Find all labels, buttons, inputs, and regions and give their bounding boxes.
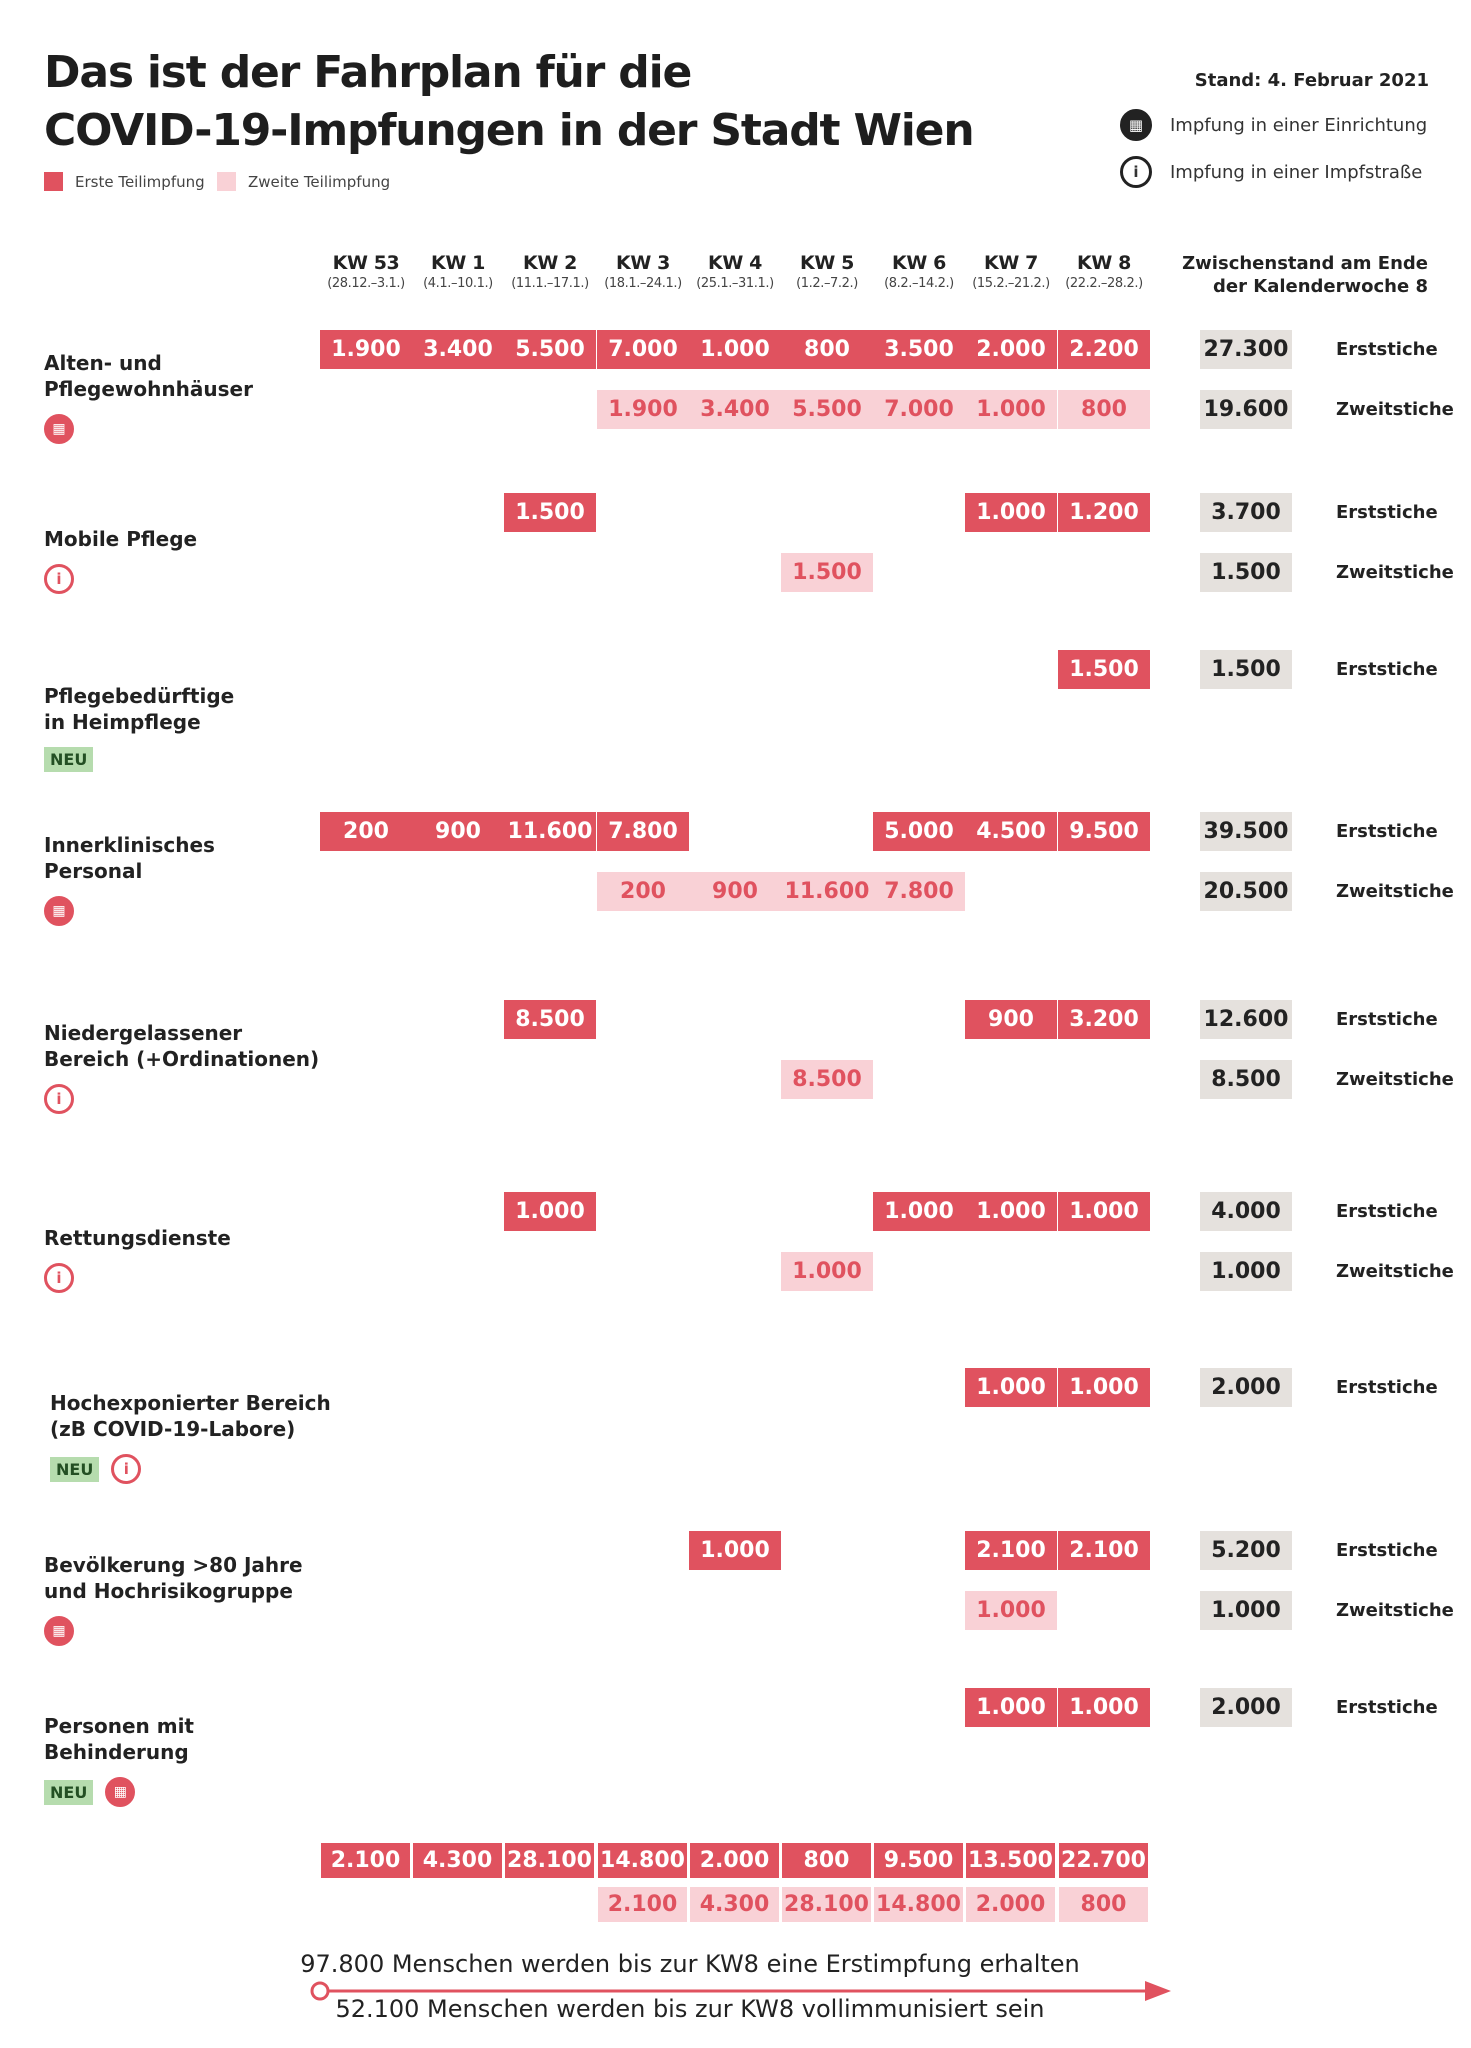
group-badges — [44, 1263, 74, 1293]
group-badges — [44, 1777, 135, 1807]
total-header-line-2: der Kalenderwoche 8 — [1213, 276, 1428, 297]
weekly-total-second: 800 — [1059, 1887, 1148, 1922]
first-dose-cell: 900 — [412, 812, 504, 851]
group-label-line: Alten- und — [44, 351, 162, 375]
second-dose-cell: 8.500 — [781, 1060, 873, 1099]
group-total: 2.000 — [1200, 1688, 1292, 1727]
legend-first-dose — [44, 172, 205, 191]
group-label-line: Bevölkerung >80 Jahre — [44, 1553, 303, 1577]
week-header — [504, 252, 596, 291]
building-icon: ▦ — [105, 1777, 135, 1807]
first-dose-cell: 1.000 — [504, 1192, 596, 1231]
group-badges — [44, 414, 74, 444]
legend-first-label: Erste Teilimpfung — [75, 172, 205, 191]
weekly-total-second: 28.100 — [782, 1887, 871, 1922]
first-dose-cell: 800 — [781, 330, 873, 369]
week-label: KW 7 — [984, 252, 1038, 274]
week-dates: (15.2.–21.2.) — [972, 276, 1050, 291]
group-label — [50, 1390, 331, 1442]
group-badges — [44, 1616, 74, 1646]
first-dose-cell: 1.200 — [1058, 493, 1150, 532]
group-label-line: Niedergelassener — [44, 1021, 243, 1045]
building-icon: ▦ — [44, 896, 74, 926]
group-total: 1.000 — [1200, 1252, 1292, 1291]
first-dose-cell: 1.000 — [689, 1531, 781, 1570]
week-label: KW 4 — [708, 252, 762, 274]
group-label — [44, 526, 197, 552]
first-dose-cell: 1.500 — [1058, 650, 1150, 689]
group-label-line: Pflegebedürftige — [44, 684, 235, 708]
first-dose-cell: 1.000 — [1058, 1192, 1150, 1231]
first-dose-cell: 3.400 — [412, 330, 504, 369]
group-badges — [50, 1454, 141, 1484]
info-icon: i — [1120, 156, 1152, 188]
page-title — [44, 44, 973, 160]
group-label-line: Bereich (+Ordinationen) — [44, 1047, 320, 1071]
first-dose-cell: 1.000 — [873, 1192, 965, 1231]
first-dose-cell: 3.500 — [873, 330, 965, 369]
week-dates: (25.1.–31.1.) — [696, 276, 774, 291]
first-dose-cell: 1.900 — [320, 330, 412, 369]
total-column-header — [1168, 252, 1428, 298]
weekly-total-first: 28.100 — [505, 1843, 594, 1878]
total-dose-label: Zweitstiche — [1336, 1069, 1454, 1090]
weekly-total-first: 2.000 — [690, 1843, 779, 1878]
timeline-arrow-head — [1145, 1981, 1171, 2001]
group-label — [44, 1020, 319, 1072]
group-badges — [44, 564, 74, 594]
group-badges — [44, 747, 93, 772]
week-header — [320, 252, 412, 291]
group-total: 19.600 — [1200, 390, 1292, 429]
second-dose-cell: 7.800 — [873, 872, 965, 911]
legend-second-dose — [217, 172, 390, 191]
week-label: KW 2 — [523, 252, 577, 274]
week-label: KW 3 — [616, 252, 670, 274]
second-dose-cell: 1.900 — [597, 390, 689, 429]
week-label: KW 6 — [892, 252, 946, 274]
group-label-line: Personen mit — [44, 1714, 194, 1738]
legend-info — [1120, 156, 1422, 188]
first-dose-cell: 9.500 — [1058, 812, 1150, 851]
first-dose-cell: 11.600 — [504, 812, 596, 851]
group-label-line: Behinderung — [44, 1740, 189, 1764]
group-label-line: (zB COVID-19-Labore) — [50, 1417, 296, 1441]
stand-date: Stand: 4. Februar 2021 — [1194, 70, 1429, 91]
weekly-total-first: 14.800 — [598, 1843, 687, 1878]
weekly-total-second: 2.100 — [598, 1887, 687, 1922]
total-dose-label: Erststiche — [1336, 1201, 1438, 1222]
group-label — [44, 350, 253, 402]
total-dose-label: Zweitstiche — [1336, 562, 1454, 583]
first-dose-cell: 5.500 — [504, 330, 596, 369]
weekly-total-second: 2.000 — [966, 1887, 1055, 1922]
first-dose-cell: 1.000 — [689, 330, 781, 369]
first-dose-cell: 900 — [965, 1000, 1057, 1039]
group-total: 1.500 — [1200, 553, 1292, 592]
group-label — [44, 683, 234, 735]
first-dose-cell: 1.000 — [965, 1688, 1057, 1727]
legend-first-swatch — [44, 172, 63, 191]
weekly-total-first: 13.500 — [966, 1843, 1055, 1878]
second-dose-cell: 200 — [597, 872, 689, 911]
legend-second-label: Zweite Teilimpfung — [248, 172, 391, 191]
footer-first-dose-summary: 97.800 Menschen werden bis zur KW8 eine Erstimpfung erhalten — [300, 1950, 1080, 1978]
building-icon: ▦ — [1120, 109, 1152, 141]
group-label-line: und Hochrisikogruppe — [44, 1579, 293, 1603]
first-dose-cell: 1.000 — [965, 493, 1057, 532]
group-total: 39.500 — [1200, 812, 1292, 851]
neu-badge: NEU — [44, 1780, 93, 1805]
second-dose-cell: 1.500 — [781, 553, 873, 592]
second-dose-cell: 900 — [689, 872, 781, 911]
weekly-total-first: 2.100 — [321, 1843, 410, 1878]
first-dose-cell: 2.000 — [965, 330, 1057, 369]
second-dose-cell: 1.000 — [965, 390, 1057, 429]
building-icon: ▦ — [44, 1616, 74, 1646]
second-dose-cell: 7.000 — [873, 390, 965, 429]
title-line-1: Das ist der Fahrplan für die — [44, 47, 692, 98]
group-label — [44, 1225, 231, 1251]
group-label-line: Hochexponierter Bereich — [50, 1391, 331, 1415]
legend-second-swatch — [217, 172, 236, 191]
week-label: KW 5 — [800, 252, 854, 274]
second-dose-cell: 5.500 — [781, 390, 873, 429]
group-label — [44, 1713, 194, 1765]
group-total: 2.000 — [1200, 1368, 1292, 1407]
week-header — [965, 252, 1057, 291]
legend-building — [1120, 109, 1427, 141]
info-icon: i — [44, 564, 74, 594]
group-label — [44, 1552, 303, 1604]
info-icon: i — [44, 1084, 74, 1114]
group-total: 5.200 — [1200, 1531, 1292, 1570]
week-header — [873, 252, 965, 291]
group-label-line: Rettungsdienste — [44, 1226, 231, 1250]
building-icon: ▦ — [44, 414, 74, 444]
group-label-line: Pflegewohnhäuser — [44, 377, 253, 401]
group-total: 27.300 — [1200, 330, 1292, 369]
group-label-line: in Heimpflege — [44, 710, 201, 734]
group-label — [44, 832, 215, 884]
group-total: 1.500 — [1200, 650, 1292, 689]
first-dose-cell: 2.100 — [1058, 1531, 1150, 1570]
total-dose-label: Erststiche — [1336, 1540, 1438, 1561]
week-label: KW 8 — [1077, 252, 1131, 274]
total-dose-label: Zweitstiche — [1336, 399, 1454, 420]
second-dose-cell: 800 — [1058, 390, 1150, 429]
second-dose-cell: 3.400 — [689, 390, 781, 429]
weekly-total-first: 4.300 — [413, 1843, 502, 1878]
title-line-2: COVID-19-Impfungen in der Stadt Wien — [44, 105, 974, 156]
weekly-total-first: 9.500 — [874, 1843, 963, 1878]
first-dose-cell: 1.000 — [965, 1192, 1057, 1231]
total-dose-label: Erststiche — [1336, 502, 1438, 523]
group-label-line: Mobile Pflege — [44, 527, 198, 551]
total-dose-label: Erststiche — [1336, 821, 1438, 842]
second-dose-cell: 1.000 — [965, 1591, 1057, 1630]
first-dose-cell: 7.000 — [597, 330, 689, 369]
first-dose-cell: 1.000 — [1058, 1368, 1150, 1407]
first-dose-cell: 8.500 — [504, 1000, 596, 1039]
group-label-line: Personal — [44, 859, 143, 883]
group-total: 1.000 — [1200, 1591, 1292, 1630]
week-dates: (4.1.–10.1.) — [423, 276, 493, 291]
week-label: KW 53 — [332, 252, 400, 274]
second-dose-cell: 11.600 — [781, 872, 873, 911]
group-total: 3.700 — [1200, 493, 1292, 532]
total-dose-label: Erststiche — [1336, 1377, 1438, 1398]
week-header — [1058, 252, 1150, 291]
first-dose-cell: 4.500 — [965, 812, 1057, 851]
second-dose-cell: 1.000 — [781, 1252, 873, 1291]
weekly-total-second: 4.300 — [690, 1887, 779, 1922]
week-dates: (22.2.–28.2.) — [1065, 276, 1143, 291]
first-dose-cell: 3.200 — [1058, 1000, 1150, 1039]
first-dose-cell: 1.000 — [965, 1368, 1057, 1407]
info-icon: i — [111, 1454, 141, 1484]
first-dose-cell: 200 — [320, 812, 412, 851]
weekly-total-second: 14.800 — [874, 1887, 963, 1922]
week-header — [689, 252, 781, 291]
neu-badge: NEU — [44, 747, 93, 772]
week-label: KW 1 — [431, 252, 485, 274]
week-dates: (11.1.–17.1.) — [511, 276, 589, 291]
total-dose-label: Zweitstiche — [1336, 1261, 1454, 1282]
info-icon: i — [44, 1263, 74, 1293]
group-total: 8.500 — [1200, 1060, 1292, 1099]
week-header — [597, 252, 689, 291]
first-dose-cell: 2.200 — [1058, 330, 1150, 369]
total-dose-label: Zweitstiche — [1336, 1600, 1454, 1621]
weekly-total-first: 800 — [782, 1843, 871, 1878]
group-total: 12.600 — [1200, 1000, 1292, 1039]
total-dose-label: Erststiche — [1336, 1009, 1438, 1030]
group-label-line: Innerklinisches — [44, 833, 215, 857]
first-dose-cell: 2.100 — [965, 1531, 1057, 1570]
total-dose-label: Zweitstiche — [1336, 881, 1454, 902]
group-badges — [44, 896, 74, 926]
week-dates: (1.2.–7.2.) — [796, 276, 858, 291]
first-dose-cell: 1.000 — [1058, 1688, 1150, 1727]
legend-info-text: Impfung in einer Impfstraße — [1170, 161, 1423, 183]
first-dose-cell: 5.000 — [873, 812, 965, 851]
total-header-line-1: Zwischenstand am Ende — [1182, 253, 1428, 274]
total-dose-label: Erststiche — [1336, 339, 1438, 360]
week-dates: (8.2.–14.2.) — [884, 276, 954, 291]
footer-full-immunization-summary: 52.100 Menschen werden bis zur KW8 vollimmunisiert sein — [335, 1995, 1045, 2023]
first-dose-cell: 7.800 — [597, 812, 689, 851]
group-total: 20.500 — [1200, 872, 1292, 911]
week-dates: (18.1.–24.1.) — [604, 276, 682, 291]
weekly-total-first: 22.700 — [1059, 1843, 1148, 1878]
total-dose-label: Erststiche — [1336, 1697, 1438, 1718]
legend-building-text: Impfung in einer Einrichtung — [1170, 114, 1428, 136]
week-header — [781, 252, 873, 291]
first-dose-cell: 1.500 — [504, 493, 596, 532]
group-total: 4.000 — [1200, 1192, 1292, 1231]
total-dose-label: Erststiche — [1336, 659, 1438, 680]
week-header — [412, 252, 504, 291]
week-dates: (28.12.–3.1.) — [327, 276, 405, 291]
group-badges — [44, 1084, 74, 1114]
neu-badge: NEU — [50, 1457, 99, 1482]
